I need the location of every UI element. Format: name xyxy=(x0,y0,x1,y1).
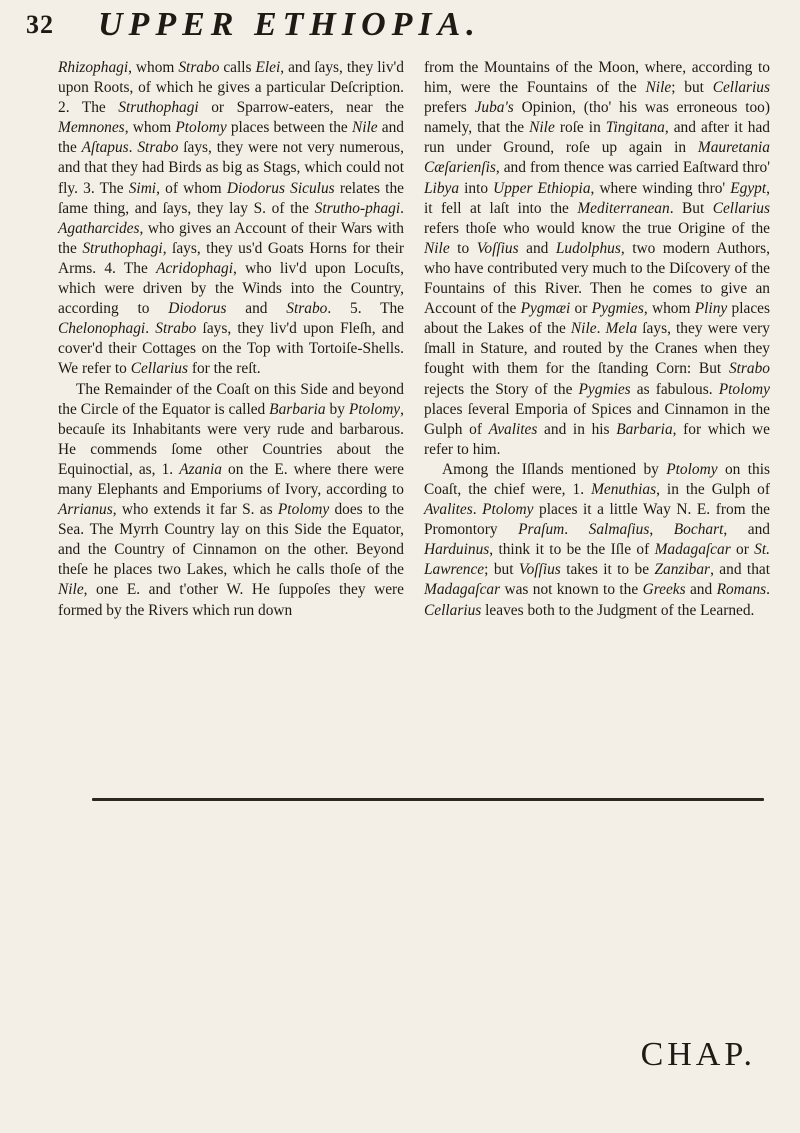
text-columns xyxy=(58,58,770,621)
italic-term: Libya xyxy=(424,179,460,197)
italic-term: Strutho-phagi xyxy=(314,199,401,217)
italic-term: Tingitana xyxy=(605,119,665,137)
italic-term: Nile xyxy=(570,320,597,338)
italic-term: Ludolphus xyxy=(555,239,621,257)
italic-term: Strabo xyxy=(155,320,197,338)
italic-term: Ptolomy xyxy=(277,501,330,519)
italic-term: Salmaſius xyxy=(588,521,650,539)
italic-term: Pygmæi xyxy=(520,300,571,318)
italic-term: Aſtapus xyxy=(81,139,129,157)
italic-term: St. Lawrence xyxy=(424,541,770,579)
italic-term: Agatharcides xyxy=(58,219,140,237)
italic-term: Praſum xyxy=(518,521,565,539)
italic-term: Upper Ethiopia xyxy=(493,179,591,197)
italic-term: Ptolomy xyxy=(666,460,718,478)
italic-term: Cellarius xyxy=(130,360,188,378)
italic-term: Nile xyxy=(351,119,378,137)
italic-term: Ptolomy xyxy=(348,400,401,418)
italic-term: Diodorus Siculus xyxy=(226,179,335,197)
italic-term: Mediterranean xyxy=(577,199,670,217)
italic-term: Mauretania Cæſarienſis xyxy=(424,139,770,177)
italic-term: Barbaria xyxy=(616,420,673,438)
page-number: 32 xyxy=(26,10,54,39)
italic-term: Strabo xyxy=(178,59,220,76)
italic-term: Avalites xyxy=(424,501,473,519)
italic-term: Romans xyxy=(716,581,767,599)
paragraph: Among the Iſlands mentioned by Ptolomy on this Coaſt, the chief were, 1. Menuthias, in the Gulph of Avalites. Ptolomy places it a little Way N. E. from the Promontory Praſum. Salmaſius, Bochart, and Harduinus, think it to be the Iſle of Madagaſcar or St. Lawrence; but Voſſius takes it to be Zanzibar, and that Madagaſcar was not known to the Greeks and Romans. Cellarius leaves both to the Judgment of the Learned. xyxy=(424,460,771,619)
italic-term: Elei xyxy=(255,59,281,76)
italic-term: Strabo xyxy=(728,360,770,378)
italic-term: Barbaria xyxy=(269,400,326,418)
italic-term: Juba's xyxy=(474,99,514,117)
italic-term: Greeks xyxy=(642,581,686,599)
italic-term: Nile xyxy=(58,581,84,599)
italic-term: Pygmies xyxy=(578,380,631,398)
italic-term: Azania xyxy=(179,460,222,478)
italic-term: Rhizophagi xyxy=(58,59,129,76)
paragraph: from the Mountains of the Moon, where, according to him, were the Fountains of the Nile; but Cellarius prefers Juba's Opinion, (tho' his was erroneous too) namely, that the Nile roſe in Tingitana, and after it had run under Ground, roſe up again in Mauretania Cæſarienſis, and from thence was carried Eaſtward thro' Libya into Upper Ethiopia, where winding thro' Egypt, it fell at laſt into the Mediterranean. But Cellarius refers thoſe who would know the true Origine of the Nile to Voſſius and Ludolphus, two modern Authors, who have contributed very much to the Diſcovery of the Fountains of this River. Then he comes to give an Account of the Pygmæi or Pygmies, whom Pliny places about the Lakes of the Nile. Mela ſays, they were very ſmall in Stature, and routed by the Cranes when they fought with them for the ſtanding Corn: But Strabo rejects the Story of the Pygmies as fabulous. Ptolomy places ſeveral Emporia of Spices and Cinnamon in the Gulph of Avalites and in his Barbaria, for which we refer to him. xyxy=(424,59,770,458)
italic-term: Diodorus xyxy=(168,300,227,318)
paragraph: Rhizophagi, whom Strabo calls Elei, and ſays, they liv'd upon Roots, of which he gives a particular Deſcription. 2. The Struthophagi or Sparrow-eaters, near the Memnones, whom Ptolomy places between the Nile and the Aſtapus. Strabo ſays, they were not very numerous, and that they had Birds as big as Stags, which could not fly. 3. The Simi, of whom Diodorus Siculus relates the ſame thing, and ſays, they lay S. of the Strutho-phagi. Agatharcides, who gives an Account of their Wars with the Struthophagi, ſays, they us'd Goats Horns for their Arms. 4. The Acridophagi, who liv'd upon Locuſts, which were driven by the Winds into the Country, according to Diodorus and Strabo. 5. The Chelonophagi. Strabo ſays, they liv'd upon Fleſh, and cover'd their Cottages on the Top with Tortoiſe-Shells. We refer to Cellarius for the reſt. xyxy=(58,59,405,378)
italic-term: Bochart xyxy=(673,521,724,539)
italic-term: Voſſius xyxy=(476,239,519,257)
column-left xyxy=(58,58,404,621)
italic-term: Cellarius xyxy=(424,601,482,619)
italic-term: Acridophagi xyxy=(156,259,234,277)
italic-term: Pliny xyxy=(694,300,728,318)
paragraph: The Remainder of the Coaſt on this Side and beyond the Circle of the Equator is called Barbaria by Ptolomy, becauſe its Inhabitants were very rude and barbarous. He commends ſome other Countries about the Equinoctial, as, 1. Azania on the E. where there were many Elephants and Emporiums of Ivory, according to Arrianus, who extends it far S. as Ptolomy does to the Sea. The Myrrh Country lay on this Side the Equator, and the Country of Cinnamon on the other. Beyond theſe he places two Lakes, which he calls thoſe of the Nile, one E. and t'other W. He ſuppoſes they were formed by the Rivers which run down xyxy=(58,380,404,619)
italic-term: Mela xyxy=(605,320,638,338)
italic-term: Nile xyxy=(645,79,672,97)
italic-term: Voſſius xyxy=(518,561,561,579)
italic-term: Chelonophagi xyxy=(58,320,146,338)
italic-term: Strabo xyxy=(286,300,328,318)
italic-term: Struthophagi xyxy=(82,239,163,257)
italic-term: Pygmies xyxy=(591,300,644,318)
italic-term: Simi xyxy=(128,179,157,197)
column-right xyxy=(424,58,770,621)
italic-term: Strabo xyxy=(137,139,179,157)
italic-term: Madagaſcar xyxy=(424,581,501,599)
catchword: CHAP. xyxy=(640,1036,756,1073)
italic-term: Ptolomy xyxy=(175,119,227,137)
italic-term: Zanzibar xyxy=(654,561,711,579)
italic-term: Harduinus xyxy=(424,541,490,559)
italic-term: Arrianus xyxy=(58,501,113,519)
italic-term: Struthophagi xyxy=(118,99,199,117)
horizontal-rule xyxy=(92,798,764,801)
italic-term: Menuthias xyxy=(591,480,657,498)
italic-term: Memnones xyxy=(58,119,125,137)
italic-term: Egypt xyxy=(730,179,767,197)
italic-term: Avalites xyxy=(488,420,538,438)
italic-term: Ptolomy xyxy=(482,501,534,519)
running-title: UPPER ETHIOPIA. xyxy=(98,6,481,43)
italic-term: Cellarius xyxy=(712,79,770,97)
italic-term: Nile xyxy=(424,239,450,257)
italic-term: Ptolomy xyxy=(718,380,770,398)
italic-term: Madagaſcar xyxy=(654,541,731,559)
italic-term: Nile xyxy=(529,119,555,137)
italic-term: Cellarius xyxy=(712,199,770,217)
